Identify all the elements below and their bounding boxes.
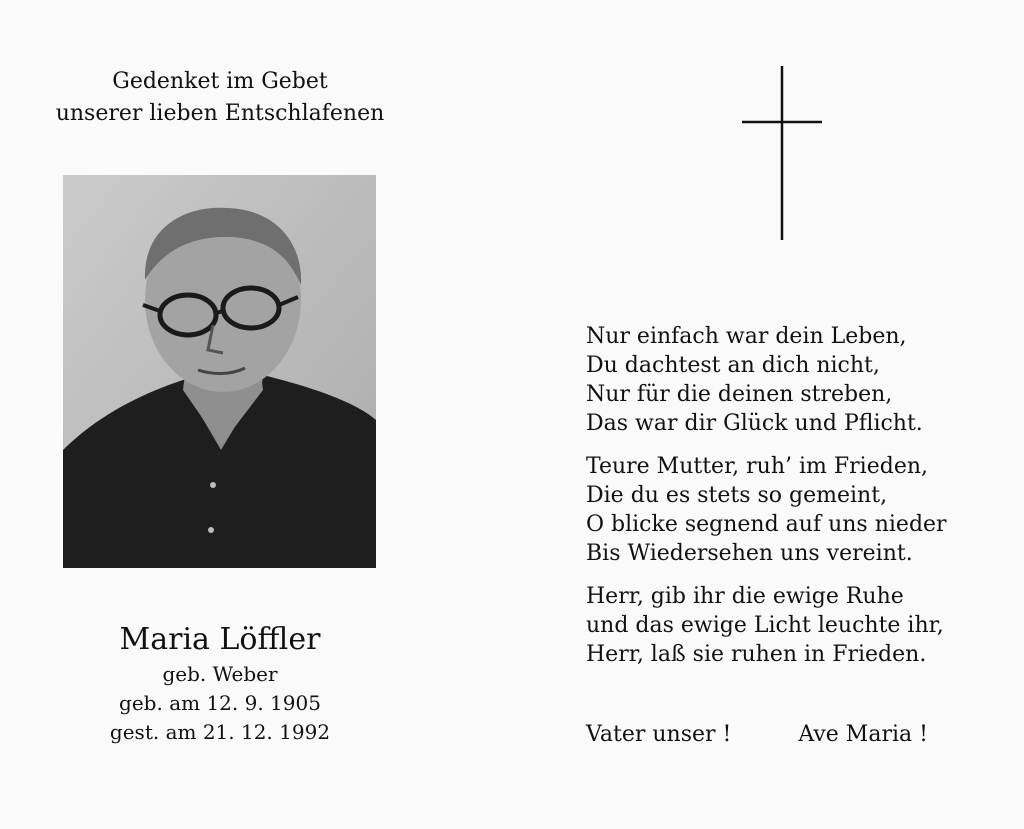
vater-unser-text: Vater unser !: [586, 722, 732, 747]
poem-line: Du dachtest an dich nicht,: [586, 353, 880, 378]
poem-line: Nur für die deinen streben,: [586, 382, 893, 407]
poem-line: O blicke segnend auf uns nieder: [586, 512, 947, 537]
poem-line: und das ewige Licht leuchte ihr,: [586, 613, 944, 638]
header-line-2: unserer lieben Entschlafenen: [55, 101, 385, 126]
poem-stanza-2: [586, 452, 1016, 568]
poem-stanza-1: [586, 322, 1016, 438]
ave-maria-text: Ave Maria !: [798, 722, 928, 747]
person-details: [0, 620, 440, 747]
header-line-1: Gedenket im Gebet: [112, 69, 328, 94]
poem-line: Die du es stets so gemeint,: [586, 483, 888, 508]
poem-line: Nur einfach war dein Leben,: [586, 324, 907, 349]
cross-icon: [742, 66, 822, 240]
poem-line: Teure Mutter, ruh’ im Frieden,: [586, 454, 928, 479]
memorial-poem: [586, 322, 1016, 683]
poem-line: Bis Wiedersehen uns vereint.: [586, 541, 913, 566]
header-text: [0, 66, 440, 130]
deceased-name: Maria Löffler: [119, 622, 321, 657]
portrait-illustration: [63, 175, 376, 568]
left-column: [0, 0, 440, 829]
birth-date: geb. am 12. 9. 1905: [119, 691, 321, 715]
poem-line: Herr, gib ihr die ewige Ruhe: [586, 584, 904, 609]
poem-line: Das war dir Glück und Pflicht.: [586, 411, 923, 436]
prayer-line: [586, 720, 928, 750]
death-date: gest. am 21. 12. 1992: [109, 720, 331, 744]
poem-stanza-3: [586, 582, 1016, 669]
birth-name: geb. Weber: [162, 662, 278, 686]
poem-line: Herr, laß sie ruhen in Frieden.: [586, 642, 927, 667]
portrait-photo: [63, 175, 376, 568]
